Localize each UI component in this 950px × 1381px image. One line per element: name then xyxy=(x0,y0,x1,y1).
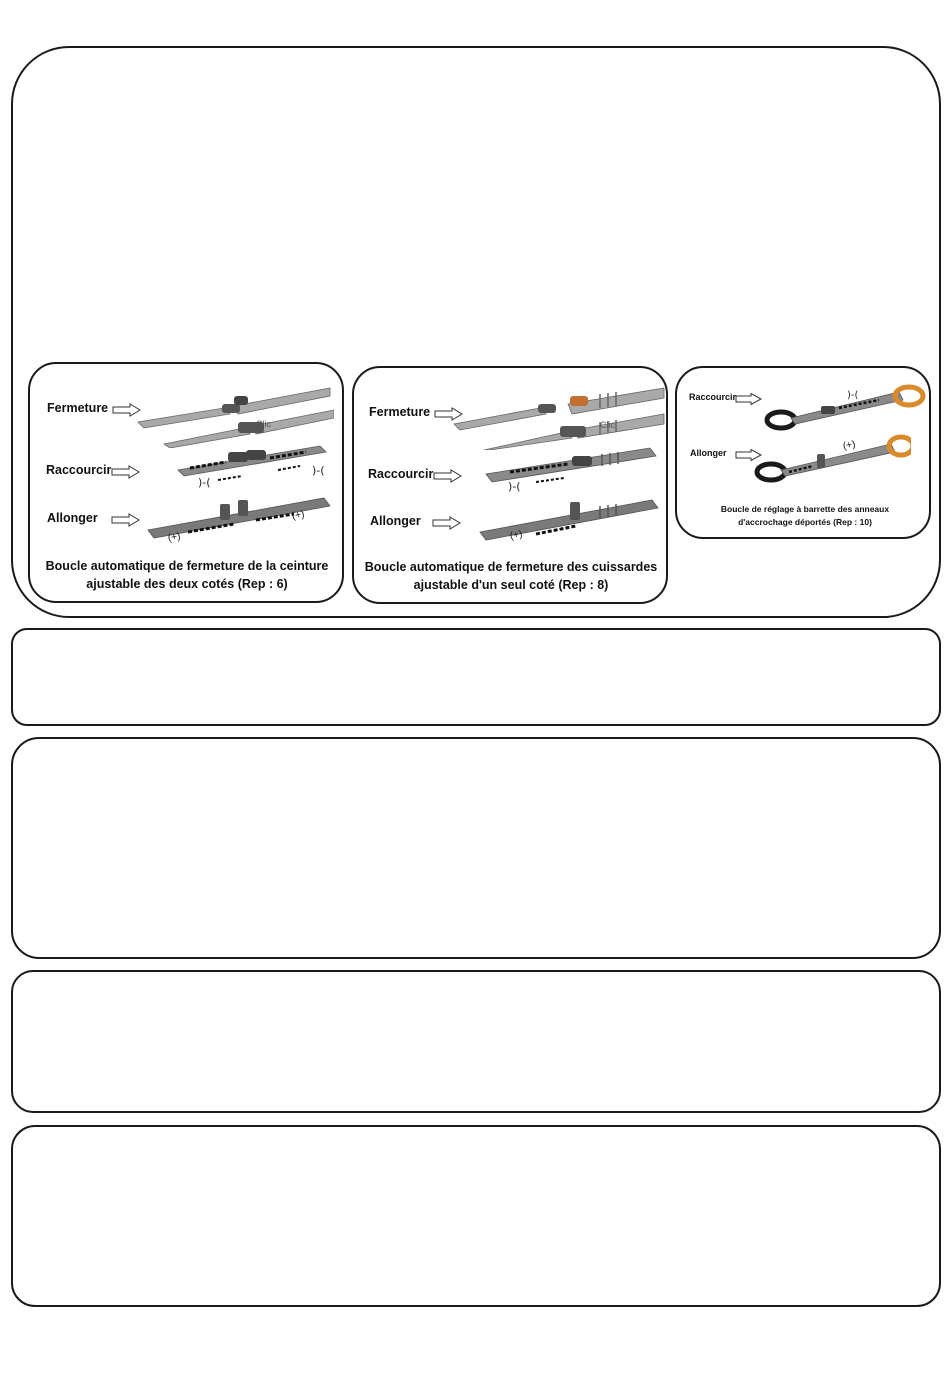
caption-line1: Boucle automatique de fermeture de la ceinture xyxy=(45,559,329,573)
ring-strap-shorten-illustration xyxy=(759,382,929,432)
label-allonger: Allonger xyxy=(47,511,98,525)
belt-buckle-shorten-illustration xyxy=(170,438,370,493)
plus-label: (+) xyxy=(167,530,182,545)
empty-box-4 xyxy=(11,1125,941,1307)
svg-text:)-(: )-( xyxy=(198,476,211,489)
ring-strap-lengthen-illustration xyxy=(741,432,911,488)
clic-label: Clic xyxy=(256,419,271,429)
svg-text:)-(: )-( xyxy=(508,480,521,493)
panel-leg-buckle-rep8 xyxy=(352,366,668,604)
svg-text:)-(: )-( xyxy=(312,464,325,477)
empty-box-3 xyxy=(11,970,941,1113)
plus-label: (+) xyxy=(291,508,306,523)
arrow-right-icon xyxy=(432,516,462,530)
svg-text:)-(: )-( xyxy=(847,390,859,401)
label-fermeture: Fermeture xyxy=(369,405,431,419)
empty-box-2 xyxy=(11,737,941,959)
leg-buckle-closing-illustration xyxy=(450,380,670,450)
arrow-right-icon xyxy=(111,513,141,527)
leg-buckle-shorten-illustration xyxy=(480,444,680,494)
panel-ring-buckle-rep10 xyxy=(675,366,931,539)
label-raccourcir: Raccourcir xyxy=(46,463,112,477)
arrow-right-icon xyxy=(111,465,141,479)
caption-line2: ajustable d'un seul coté (Rep : 8) xyxy=(413,578,609,592)
label-allonger: Allonger xyxy=(690,448,727,458)
caption-rep8 xyxy=(358,558,664,594)
caption-line1: Boucle automatique de fermeture des cuissardes xyxy=(364,560,658,574)
caption-rep6 xyxy=(34,557,340,593)
label-raccourcir: Raccourcir xyxy=(368,467,434,481)
arrow-right-icon xyxy=(433,469,463,483)
label-allonger: Allonger xyxy=(370,514,421,528)
caption-line2: d'accrochage déportés (Rep : 10) xyxy=(738,517,872,527)
plus-label: (+) xyxy=(509,528,524,543)
caption-line2: ajustable des deux cotés (Rep : 6) xyxy=(86,577,288,591)
plus-label: (+) xyxy=(842,438,857,453)
label-fermeture: Fermeture xyxy=(47,401,109,415)
label-raccourcir: Raccourcir xyxy=(689,392,737,402)
empty-box-1 xyxy=(11,628,941,726)
caption-line1: Boucle de réglage à barrette des anneaux xyxy=(720,504,890,514)
leg-buckle-lengthen-illustration xyxy=(476,488,676,548)
caption-rep10 xyxy=(685,503,925,529)
panel-belt-buckle-rep6 xyxy=(28,362,344,603)
clic-label: Clic xyxy=(600,420,615,430)
